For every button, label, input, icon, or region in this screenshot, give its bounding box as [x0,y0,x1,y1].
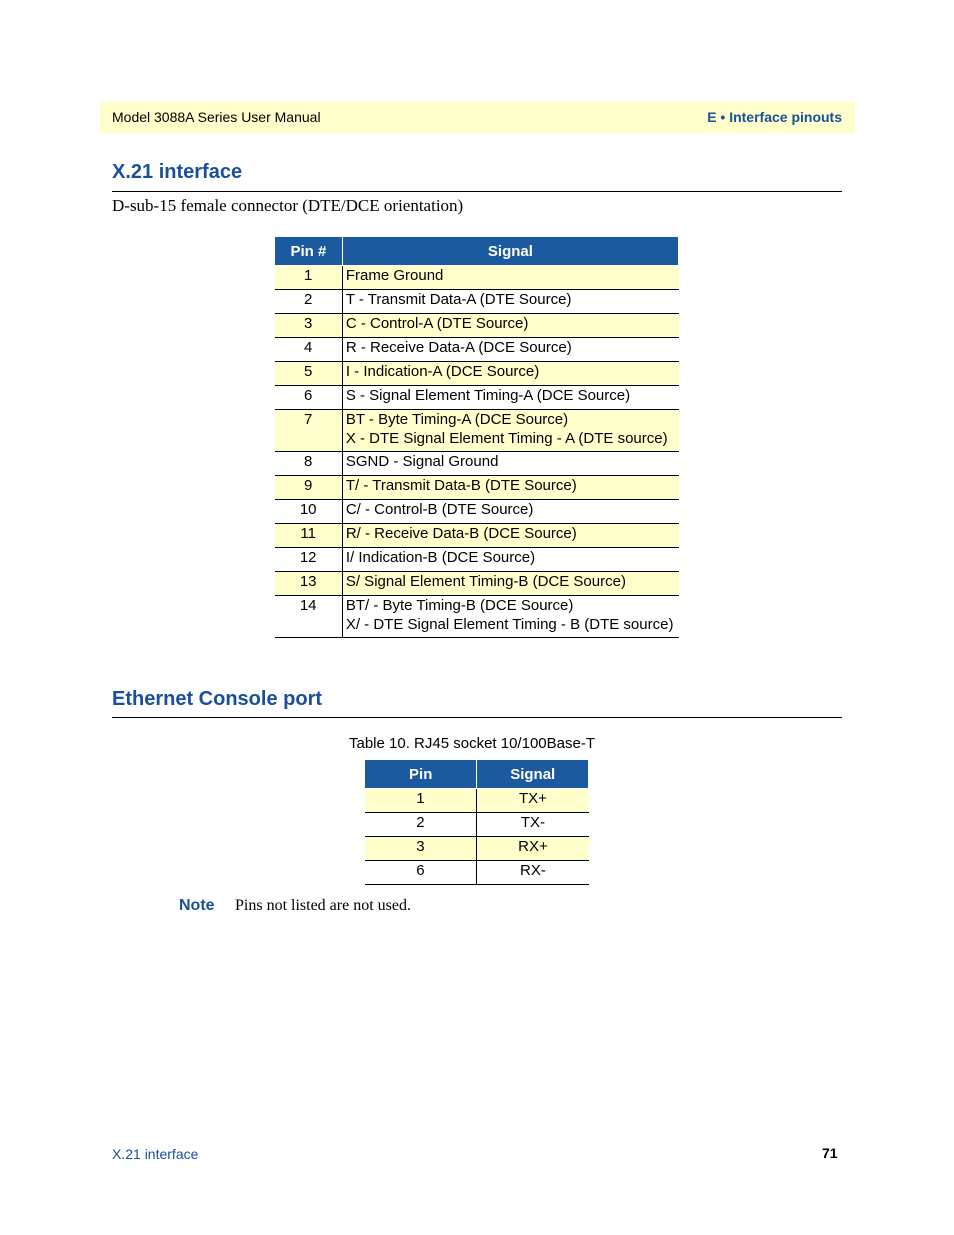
signal-cell: TX- [477,813,589,837]
table-row [365,837,589,861]
signal-line: X - DTE Signal Element Timing - A (DTE source) [345,430,668,447]
signal-cell [342,548,678,572]
signal-line: BT - Byte Timing-A (DCE Source) [345,411,569,428]
signal-line: T - Transmit Data-A (DTE Source) [345,291,572,308]
table-row [275,362,679,386]
column-header-pin: Pin [365,760,477,789]
signal-line: R - Receive Data-A (DCE Source) [345,339,572,356]
table-row [275,314,679,338]
pin-cell: 13 [275,572,343,596]
signal-cell [342,524,678,548]
signal-cell [342,452,678,476]
signal-cell [342,572,678,596]
signal-line: C/ - Control-B (DTE Source) [345,501,534,518]
table-row [275,572,679,596]
column-header-signal: Signal [342,237,678,266]
table-row [275,386,679,410]
signal-line: Frame Ground [345,267,444,284]
ethernet-section-title: Ethernet Console port [112,688,323,710]
page-number: 71 [822,1145,838,1161]
pin-cell: 9 [275,476,343,500]
pin-cell: 3 [275,314,343,338]
signal-cell [342,290,678,314]
table-row [275,548,679,572]
signal-line: SGND - Signal Ground [345,453,499,470]
signal-cell [342,386,678,410]
footer-section-name: X.21 interface [112,1146,199,1162]
table-row [365,861,589,885]
signal-cell: RX- [477,861,589,885]
signal-line: S/ Signal Element Timing-B (DCE Source) [345,573,626,590]
pin-cell: 4 [275,338,343,362]
section-rule [112,191,842,192]
section-rule [112,717,842,718]
table-row [275,596,679,638]
table-row [275,290,679,314]
pin-cell: 5 [275,362,343,386]
table-row [275,452,679,476]
pin-cell: 2 [365,813,477,837]
signal-cell [342,410,678,452]
signal-cell [342,362,678,386]
table-row [275,410,679,452]
signal-cell [342,314,678,338]
table-row [275,524,679,548]
column-header-pin: Pin # [275,237,343,266]
note-text: Pins not listed are not used. [235,897,411,914]
pin-cell: 3 [365,837,477,861]
signal-line: X/ - DTE Signal Element Timing - B (DTE source) [345,616,674,633]
signal-line: R/ - Receive Data-B (DCE Source) [345,525,577,542]
signal-line: I/ Indication-B (DCE Source) [345,549,536,566]
column-header-signal: Signal [477,760,589,789]
pin-cell: 7 [275,410,343,452]
pin-cell: 2 [275,290,343,314]
signal-line: BT/ - Byte Timing-B (DCE Source) [345,597,574,614]
table-row [275,338,679,362]
pin-cell: 14 [275,596,343,638]
table-row [275,476,679,500]
pin-cell: 1 [275,266,343,290]
signal-cell [342,500,678,524]
signal-line: C - Control-A (DTE Source) [345,315,529,332]
pin-cell: 10 [275,500,343,524]
table-row [275,500,679,524]
chapter-title: E • Interface pinouts [707,109,842,125]
table-row [365,813,589,837]
running-header [100,102,855,133]
signal-cell [342,266,678,290]
ethernet-pinout-table [364,759,589,885]
note-label: Note [179,897,215,914]
manual-title: Model 3088A Series User Manual [112,109,321,125]
pin-cell: 12 [275,548,343,572]
table-caption: Table 10. RJ45 socket 10/100Base-T [349,735,595,752]
signal-cell [342,476,678,500]
table-row [365,789,589,813]
table-row [275,266,679,290]
pin-cell: 6 [365,861,477,885]
pin-cell: 8 [275,452,343,476]
x21-description: D-sub-15 female connector (DTE/DCE orientation) [112,196,464,215]
pin-cell: 11 [275,524,343,548]
pin-cell: 6 [275,386,343,410]
signal-line: I - Indication-A (DCE Source) [345,363,540,380]
pin-cell: 1 [365,789,477,813]
signal-line: S - Signal Element Timing-A (DCE Source) [345,387,631,404]
x21-section-title: X.21 interface [112,161,243,183]
signal-cell [342,596,678,638]
signal-cell: RX+ [477,837,589,861]
signal-line: T/ - Transmit Data-B (DTE Source) [345,477,577,494]
signal-cell: TX+ [477,789,589,813]
x21-pinout-table [274,236,679,638]
signal-cell [342,338,678,362]
